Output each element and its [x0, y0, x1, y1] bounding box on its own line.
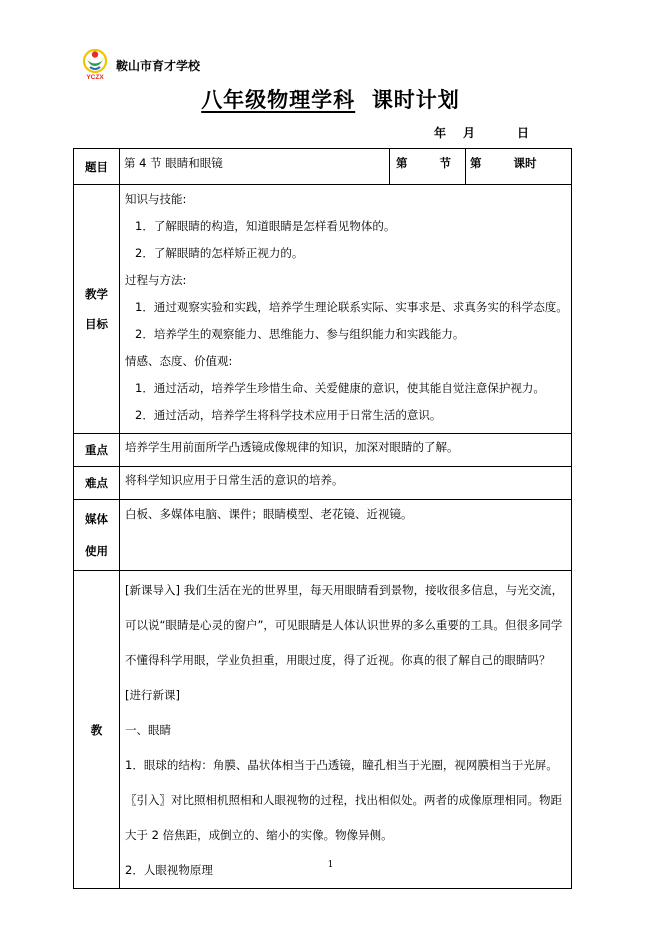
topic-row — [74, 149, 572, 185]
plan-title: 课时计划 — [371, 88, 460, 112]
process-item: 1．通过观察实验和实践，培养学生理论联系实际、实事求是、求真务实的科学态度。 — [135, 300, 568, 314]
teaching-content — [120, 571, 572, 889]
teaching-line: 一、眼睛 — [125, 723, 171, 737]
key-point-value: 培养学生用前面所学凸透镜成像规律的知识，加深对眼睛的了解。 — [120, 434, 572, 467]
school-name: 鞍山市育才学校 — [116, 59, 201, 73]
media-label — [74, 500, 120, 571]
topic-label: 题目 — [74, 149, 120, 185]
objectives-row — [74, 185, 572, 434]
teaching-row — [74, 571, 572, 889]
emotion-item: 2．通过活动，培养学生将科学技术应用于日常生活的意识。 — [135, 408, 442, 422]
teaching-line: 不懂得科学用眼，学业负担重，用眼过度，得了近视。你真的很了解自己的眼睛吗？ — [125, 653, 551, 667]
date-day: 日 — [517, 126, 530, 140]
teaching-line: 1．眼球的结构：角膜、晶状体相当于凸透镜，瞳孔相当于光圈，视网膜相当于光屏。 — [125, 758, 558, 772]
process-item: 2．培养学生的观察能力、思维能力、参与组织能力和实践能力。 — [135, 327, 465, 341]
school-logo — [78, 47, 112, 81]
page-title — [0, 84, 661, 114]
media-label-1: 媒体 — [85, 512, 108, 526]
teaching-line: [新课导入] 我们生活在光的世界里，每天用眼睛看到景物，接收很多信息，与光交流， — [125, 583, 564, 597]
knowledge-item: 1．了解眼睛的构造，知道眼睛是怎样看见物体的。 — [135, 219, 396, 233]
knowledge-item: 2．了解眼睛的怎样矫正视力的。 — [135, 246, 304, 260]
media-row — [74, 500, 572, 571]
teaching-line: 可以说“眼睛是心灵的窗户”，可见眼睛是人体认识世界的多么重要的工具。但很多同学 — [125, 618, 563, 632]
objectives-label-2: 目标 — [85, 317, 108, 331]
process-title: 过程与方法: — [125, 273, 187, 287]
logo-text: YCZX — [86, 74, 104, 81]
emotion-item: 1．通过活动，培养学生珍惜生命、关爱健康的意识，使其能自觉注意保护视力。 — [135, 381, 545, 395]
objectives-label-1: 教学 — [85, 287, 108, 301]
section-cell: 第 节 — [390, 149, 466, 185]
lesson-cell: 第 课时 — [466, 149, 572, 185]
teaching-label: 教 — [74, 571, 120, 889]
difficulty-label: 难点 — [74, 467, 120, 500]
knowledge-title: 知识与技能: — [125, 192, 187, 206]
teaching-line: [进行新课] — [125, 688, 180, 702]
difficulty-value: 将科学知识应用于日常生活的意识的培养。 — [120, 467, 572, 500]
teaching-line: 2．人眼视物原理 — [125, 863, 213, 877]
teaching-line: 〖引入〗对比照相机照相和人眼视物的过程，找出相似处。两者的成像原理相同。物距 — [125, 793, 562, 807]
objectives-label — [74, 185, 120, 434]
date-month: 月 — [463, 126, 476, 140]
objectives-content — [120, 185, 572, 434]
difficulty-row — [74, 467, 572, 500]
media-label-2: 使用 — [85, 544, 108, 558]
key-point-label: 重点 — [74, 434, 120, 467]
topic-value: 第 4 节 眼睛和眼镜 — [120, 149, 390, 185]
emotion-title: 情感、态度、价值观: — [125, 354, 233, 368]
lesson-plan-table — [73, 148, 572, 889]
date-year: 年 — [434, 126, 447, 140]
subject-title: 八年级物理学科 — [201, 88, 356, 112]
teaching-line: 大于 2 倍焦距，成倒立的、缩小的实像。物像异侧。 — [125, 828, 393, 842]
key-point-row — [74, 434, 572, 467]
media-value: 白板、多媒体电脑、课件；眼睛模型、老花镜、近视镜。 — [120, 500, 572, 571]
page-number: 1 — [327, 860, 334, 870]
